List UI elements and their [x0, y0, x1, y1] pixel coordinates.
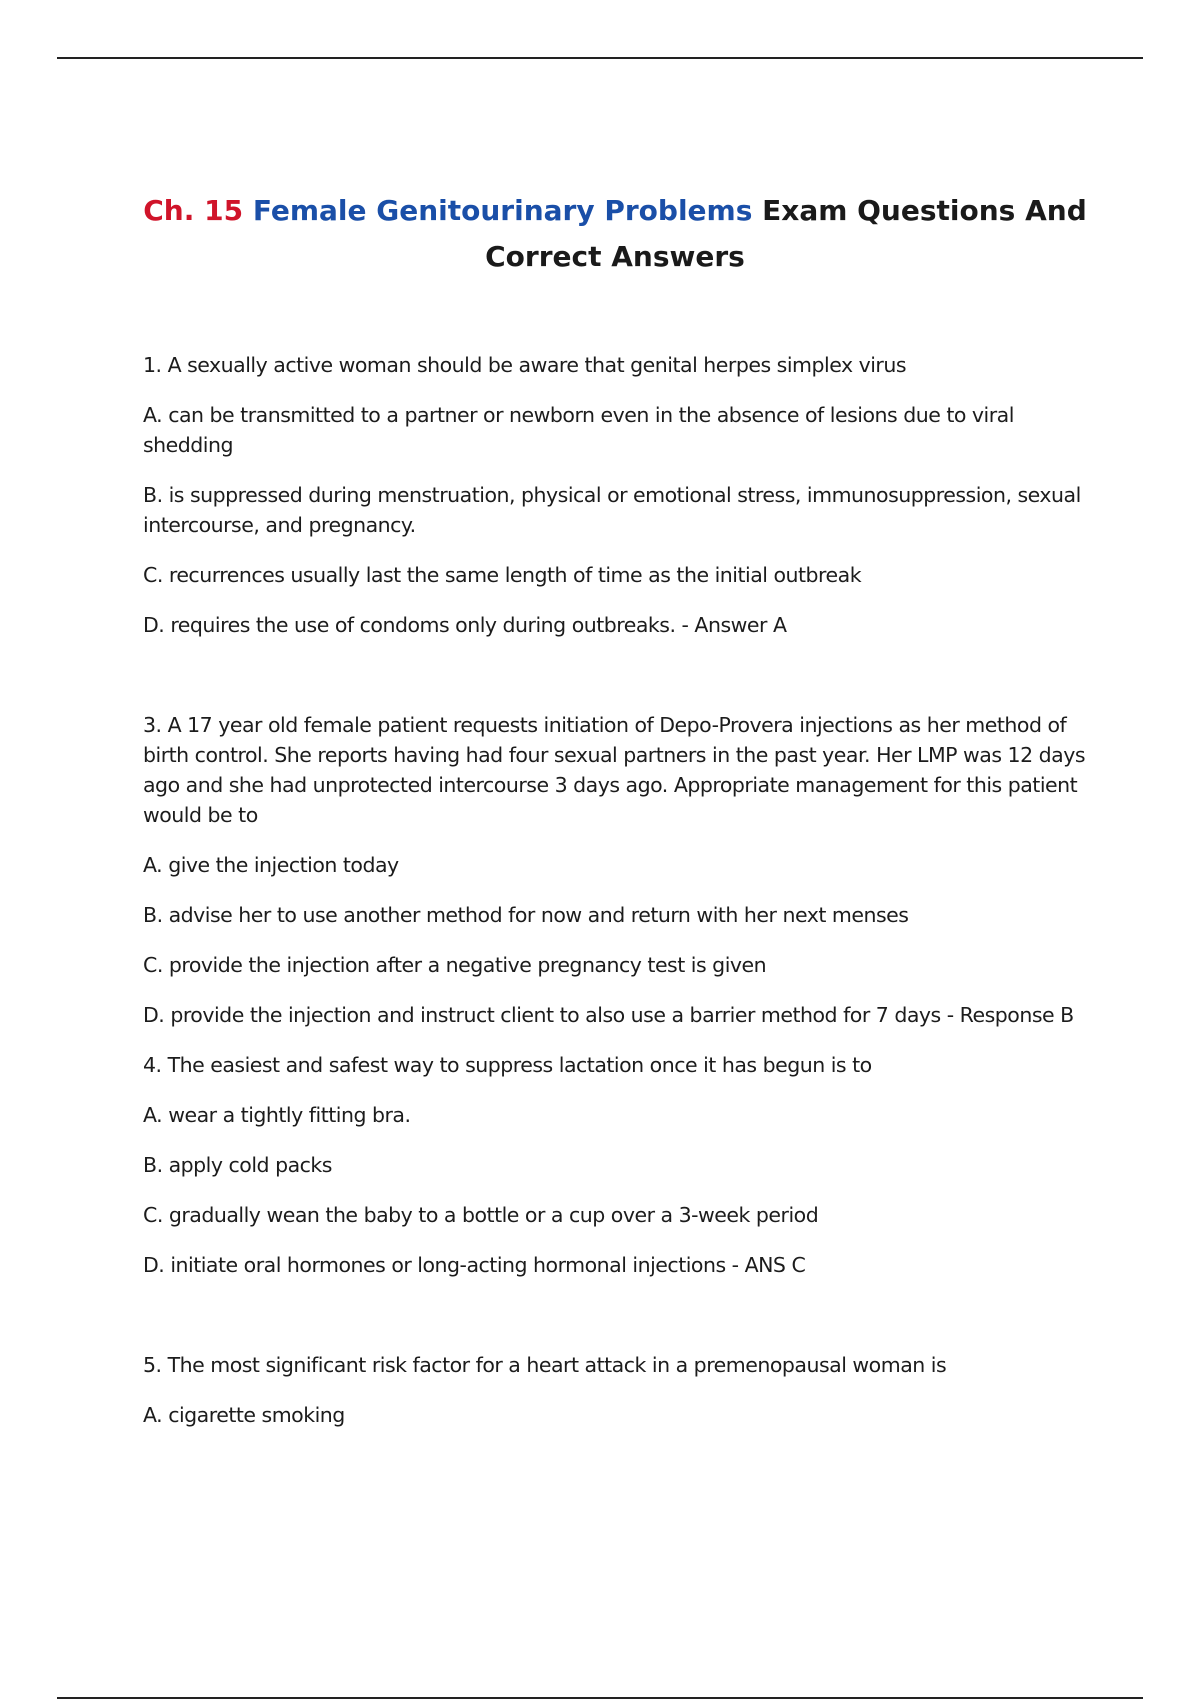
spacer [143, 660, 1098, 710]
question-list [143, 350, 1098, 1450]
spacer [143, 1300, 1098, 1350]
answer-option-b: B. apply cold packs [143, 1153, 332, 1177]
question-3 [143, 710, 1098, 1030]
question-stem: 3. A 17 year old female patient requests initiation of Depo-Provera injections as her method of birth control. She reports having had four sexual partners in the past year. Her LMP was 12 days ago and she had unprotected intercourse 3 days ago. Appropriate management for this patient would be to [143, 713, 1086, 827]
title-rest: Exam Questions And Correct Answers [485, 194, 1087, 273]
question-1 [143, 350, 1098, 640]
answer-option-c: C. provide the injection after a negative pregnancy test is given [143, 953, 767, 977]
top-rule [57, 57, 1143, 59]
answer-option-d: D. requires the use of condoms only during outbreaks. - Answer A [143, 613, 787, 637]
document-title [120, 188, 1110, 280]
answer-option-c: C. gradually wean the baby to a bottle or a cup over a 3-week period [143, 1203, 819, 1227]
title-topic: Female Genitourinary Problems [252, 194, 753, 227]
answer-option-a: A. wear a tightly fitting bra. [143, 1103, 411, 1127]
question-4 [143, 1050, 1098, 1280]
answer-option-a: A. cigarette smoking [143, 1403, 345, 1427]
answer-option-d: D. initiate oral hormones or long-acting hormonal injections - ANS C [143, 1253, 806, 1277]
answer-option-c: C. recurrences usually last the same length of time as the initial outbreak [143, 563, 862, 587]
answer-option-b: B. advise her to use another method for now and return with her next menses [143, 903, 909, 927]
answer-option-a: A. give the injection today [143, 853, 399, 877]
title-chapter: Ch. 15 [143, 194, 244, 227]
answer-option-a: A. can be transmitted to a partner or newborn even in the absence of lesions due to viral shedding [143, 403, 1014, 457]
question-stem: 5. The most significant risk factor for a heart attack in a premenopausal woman is [143, 1353, 947, 1377]
answer-option-d: D. provide the injection and instruct client to also use a barrier method for 7 days - Response B [143, 1003, 1074, 1027]
question-stem: 4. The easiest and safest way to suppress lactation once it has begun is to [143, 1053, 872, 1077]
answer-option-b: B. is suppressed during menstruation, physical or emotional stress, immunosuppression, sexual intercourse, and pregnancy. [143, 483, 1081, 537]
question-stem: 1. A sexually active woman should be aware that genital herpes simplex virus [143, 353, 907, 377]
question-5 [143, 1350, 1098, 1430]
bottom-rule [57, 1697, 1143, 1699]
